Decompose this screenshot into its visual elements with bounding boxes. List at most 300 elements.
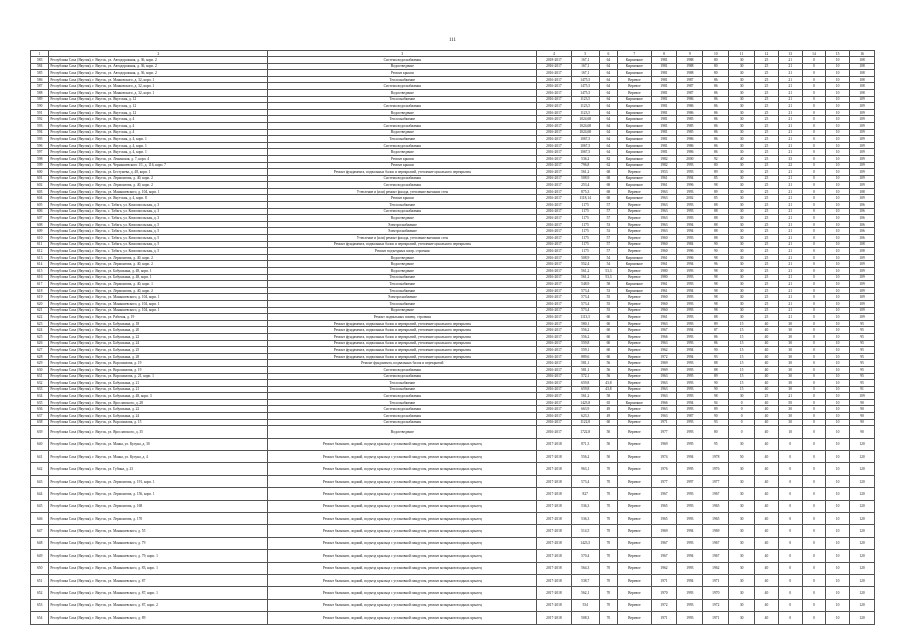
period-cell: 2016-2017 — [537, 268, 572, 275]
row-number-cell: 607 — [31, 215, 49, 222]
build-year-cell: 1963 — [651, 380, 677, 387]
address-cell: Республика Саха (Якутия), г. Якутск, ул. Манышевского, д. 87 — [49, 574, 268, 586]
build-year-cell: 1963 — [651, 202, 677, 209]
wall-material-cell: Веревое — [618, 340, 651, 347]
wear-cell: 62 — [599, 162, 617, 169]
wear-cell: 68 — [599, 188, 617, 195]
col-16-cell: 90 — [850, 419, 875, 426]
col-11-cell: 30 — [729, 525, 755, 537]
address-cell: Республика Саха (Якутия), г. Якутск, с. Табага, ул. Комсомольская, д. 5 — [49, 228, 268, 235]
col-12-cell: 25 — [755, 155, 779, 162]
col-16-cell: 109 — [850, 155, 875, 162]
col-13-cell: 21 — [778, 235, 802, 242]
address-cell: Республика Саха (Якутия), г. Якутск, ул. Манышевского, д. 87, корп. 2 — [49, 599, 268, 611]
work-type-cell: Ремонт фундамента, подвальных балок и перекрытий, утепление цокольного перекрытия — [268, 327, 537, 334]
table-row — [31, 438, 875, 450]
last-repair-year-cell: 1993 — [677, 537, 703, 549]
wall-material-cell: Веревое — [618, 268, 651, 275]
col-15-cell: 10 — [826, 587, 850, 599]
row-number-cell: 592 — [31, 116, 49, 123]
col-12-cell: 25 — [755, 208, 779, 215]
period-cell: 2016-2017 — [537, 202, 572, 209]
row-number-cell: 631 — [31, 373, 49, 380]
col-10-cell: 86 — [703, 103, 729, 110]
row-number-cell: 601 — [31, 175, 49, 182]
col-14-cell: 0 — [802, 475, 826, 487]
area-cell: 1475,5 — [571, 89, 599, 96]
table-row — [31, 399, 875, 406]
work-type-cell: Водоотведение — [268, 307, 537, 314]
col-12-cell: 25 — [755, 109, 779, 116]
col-10-cell: 93 — [703, 419, 729, 426]
build-year-cell: 1963 — [651, 221, 677, 228]
wear-cell: 64 — [599, 83, 617, 90]
col-15-cell: 10 — [826, 268, 850, 275]
wear-cell: 60 — [599, 340, 617, 347]
table-row — [31, 96, 875, 103]
wall-material-cell: Веревое — [618, 274, 651, 281]
wall-material-cell: Веревое — [618, 347, 651, 354]
period-cell: 2016-2017 — [537, 380, 572, 387]
col-10-cell: 86 — [703, 129, 729, 136]
col-10-cell: 88 — [703, 228, 729, 235]
col-11-cell: 0 — [729, 426, 755, 438]
col-10-cell: 86 — [703, 149, 729, 156]
col-12-cell: 40 — [755, 380, 779, 387]
work-type-cell: Система водоснабжения — [268, 142, 537, 149]
row-number-cell: 635 — [31, 399, 49, 406]
area-cell: 1024,68 — [571, 116, 599, 123]
row-number-cell: 620 — [31, 300, 49, 307]
row-number-cell: 654 — [31, 612, 49, 624]
wall-material-cell: Веревое — [618, 294, 651, 301]
col-14-cell: 0 — [802, 235, 826, 242]
col-11-cell: 30 — [729, 500, 755, 512]
build-year-cell: 1963 — [651, 208, 677, 215]
col-15-cell: 10 — [826, 149, 850, 156]
work-type-cell: Система водоснабжения — [268, 406, 537, 413]
wall-material-cell: Кирпичное — [618, 63, 651, 70]
col-15-cell: 10 — [826, 83, 850, 90]
table-row — [31, 550, 875, 562]
col-11-cell: 30 — [729, 103, 755, 110]
col-13-cell: 21 — [778, 393, 802, 400]
period-cell: 2016-2017 — [537, 182, 572, 189]
wear-cell: 64 — [599, 109, 617, 116]
col-10-cell: 98 — [703, 294, 729, 301]
last-repair-year-cell: 1993 — [677, 202, 703, 209]
address-cell: Республика Саха (Якутия), г. Якутск, ул. Бабушкина, д. 18 — [49, 320, 268, 327]
work-type-cell: Система водоснабжения — [268, 182, 537, 189]
build-year-cell: 1963 — [651, 215, 677, 222]
col-11-cell: 30 — [729, 89, 755, 96]
wall-material-cell: Кирпичное — [618, 122, 651, 129]
table-row — [31, 360, 875, 367]
col-12-cell: 40 — [755, 463, 779, 475]
wall-material-cell: Веревое — [618, 488, 651, 500]
col-16-cell: 109 — [850, 136, 875, 143]
last-repair-year-cell: 2000 — [677, 155, 703, 162]
area-cell: 875,3 — [571, 188, 599, 195]
col-12-cell: 40 — [755, 333, 779, 340]
col-12-cell: 25 — [755, 254, 779, 261]
wear-cell: 64 — [599, 57, 617, 64]
build-year-cell: 1963 — [651, 195, 677, 202]
area-cell: 623,3 — [571, 413, 599, 420]
col-13-cell: 0 — [778, 562, 802, 574]
col-16-cell: 109 — [850, 254, 875, 261]
table-row — [31, 89, 875, 96]
row-number-cell: 626 — [31, 340, 49, 347]
col-15-cell: 10 — [826, 327, 850, 334]
col-13-cell: 0 — [778, 574, 802, 586]
col-16-cell: 109 — [850, 274, 875, 281]
column-number-header: 1 — [31, 51, 49, 57]
col-14-cell: 0 — [802, 488, 826, 500]
col-10-cell: 1970 — [703, 587, 729, 599]
column-number-header: 4 — [537, 51, 572, 57]
area-cell: 1118,14 — [571, 195, 599, 202]
wall-material-cell: Веревое — [618, 228, 651, 235]
col-11-cell: 15 — [729, 360, 755, 367]
table-row — [31, 587, 875, 599]
col-12-cell: 25 — [755, 57, 779, 64]
col-15-cell: 10 — [826, 574, 850, 586]
build-year-cell: 1982 — [651, 162, 677, 169]
address-cell: Республика Саха (Якутия), г. Якутск, ул. Манышевского, д. 55 — [49, 525, 268, 537]
wear-cell: 60 — [599, 320, 617, 327]
col-14-cell: 0 — [802, 188, 826, 195]
wall-material-cell: Кирпичное — [618, 116, 651, 123]
col-12-cell: 25 — [755, 228, 779, 235]
col-15-cell: 10 — [826, 399, 850, 406]
period-cell: 2017-2018 — [537, 587, 572, 599]
address-cell: Республика Саха (Якутия), г. Якутск, с. Табага, ул. Комсомольская, д. 3 — [49, 202, 268, 209]
table-row — [31, 57, 875, 64]
wear-cell: 49 — [599, 406, 617, 413]
build-year-cell: 1974 — [651, 451, 677, 463]
area-cell: 564,3 — [571, 562, 599, 574]
col-14-cell: 0 — [802, 129, 826, 136]
last-repair-year-cell: 1993 — [677, 380, 703, 387]
col-15-cell: 10 — [826, 333, 850, 340]
col-16-cell: 95 — [850, 340, 875, 347]
wear-cell: 57 — [599, 248, 617, 255]
col-14-cell: 0 — [802, 116, 826, 123]
address-cell: Республика Саха (Якутия), г. Якутск, ул. Якутская, д. 4 — [49, 122, 268, 129]
table-row — [31, 294, 875, 301]
last-repair-year-cell: 1993 — [677, 188, 703, 195]
wear-cell: 70 — [599, 599, 617, 611]
period-cell: 2016-2017 — [537, 360, 572, 367]
work-type-cell: Ремонт подъездных шатр. строения — [268, 248, 537, 255]
col-13-cell: 21 — [778, 261, 802, 268]
col-16-cell: 108 — [850, 76, 875, 83]
wall-material-cell: Веревое — [618, 83, 651, 90]
col-12-cell: 25 — [755, 122, 779, 129]
area-cell: 554 — [571, 599, 599, 611]
col-15-cell: 10 — [826, 550, 850, 562]
col-16-cell: 109 — [850, 268, 875, 275]
col-14-cell: 0 — [802, 353, 826, 360]
col-14-cell: 0 — [802, 202, 826, 209]
wear-cell: 57 — [599, 202, 617, 209]
row-number-cell: 628 — [31, 353, 49, 360]
col-16-cell: 120 — [850, 612, 875, 624]
col-15-cell: 10 — [826, 254, 850, 261]
col-11-cell: 30 — [729, 612, 755, 624]
wear-cell: 68 — [599, 169, 617, 176]
col-15-cell: 10 — [826, 228, 850, 235]
col-12-cell: 25 — [755, 261, 779, 268]
col-16-cell: 108 — [850, 248, 875, 255]
col-10-cell: 86 — [703, 333, 729, 340]
last-repair-year-cell: 1993 — [677, 512, 703, 524]
area-cell: 1122,8 — [571, 419, 599, 426]
column-number-header: 13 — [778, 51, 802, 57]
last-repair-year-cell: 1987 — [677, 89, 703, 96]
last-repair-year-cell: 1985 — [677, 129, 703, 136]
col-12-cell: 40 — [755, 347, 779, 354]
col-10-cell: 89 — [703, 188, 729, 195]
build-year-cell: 1981 — [651, 109, 677, 116]
col-10-cell: 94 — [703, 399, 729, 406]
period-cell: 2017-2018 — [537, 438, 572, 450]
wear-cell: 49 — [599, 413, 617, 420]
col-11-cell: 0 — [729, 406, 755, 413]
col-14-cell: 0 — [802, 550, 826, 562]
wall-material-cell: Веревое — [618, 248, 651, 255]
last-repair-year-cell: 1988 — [677, 63, 703, 70]
col-10-cell: 1977 — [703, 475, 729, 487]
col-15-cell: 10 — [826, 360, 850, 367]
last-repair-year-cell: 2002 — [677, 195, 703, 202]
col-12-cell: 40 — [755, 599, 779, 611]
col-15-cell: 10 — [826, 281, 850, 288]
housing-repair-table — [30, 50, 875, 625]
table-row — [31, 188, 875, 195]
last-repair-year-cell: 1988 — [677, 70, 703, 77]
wear-cell: 57 — [599, 215, 617, 222]
col-12-cell: 40 — [755, 386, 779, 393]
area-cell: 1024,68 — [571, 122, 599, 129]
wall-material-cell: Кирпичное — [618, 136, 651, 143]
address-cell: Республика Саха (Якутия), г. Якутск, с. Табага, ул. Комсомольская, д. 5 — [49, 221, 268, 228]
address-cell: Республика Саха (Якутия), г. Якутск, ул. Бабушкина, д. 21 — [49, 386, 268, 393]
col-11-cell: 30 — [729, 228, 755, 235]
period-cell: 2016-2017 — [537, 215, 572, 222]
period-cell: 2017-2018 — [537, 463, 572, 475]
work-type-cell: Теплоснабжение — [268, 300, 537, 307]
col-12-cell: 25 — [755, 149, 779, 156]
work-type-cell: Ремонт крыши — [268, 155, 537, 162]
col-16-cell: 106 — [850, 215, 875, 222]
col-12-cell: 40 — [755, 475, 779, 487]
wall-material-cell: Веревое — [618, 169, 651, 176]
build-year-cell: 1963 — [651, 406, 677, 413]
col-15-cell: 10 — [826, 129, 850, 136]
work-type-cell: Система водоснабжения — [268, 122, 537, 129]
build-year-cell: 1967 — [651, 327, 677, 334]
work-type-cell: Ремонт балконов, лоджий, подъезд крыльца с установкой пандусом, ремонт козырьков входных крылец — [268, 488, 537, 500]
area-cell: 559,1 — [571, 347, 599, 354]
col-11-cell: 15 — [729, 347, 755, 354]
address-cell: Республика Саха (Якутия), г. Якутск, ул. Якутская, д. 4 — [49, 116, 268, 123]
col-14-cell: 0 — [802, 300, 826, 307]
col-13-cell: 10 — [778, 426, 802, 438]
col-16-cell: 108 — [850, 188, 875, 195]
work-type-cell: Система водоснабжения — [268, 175, 537, 182]
col-12-cell: 40 — [755, 500, 779, 512]
col-10-cell: 87 — [703, 327, 729, 334]
address-cell: Республика Саха (Якутия), г. Якутск, ул. Манышевского, д. 89 — [49, 612, 268, 624]
col-14-cell: 0 — [802, 320, 826, 327]
address-cell: Республика Саха (Якутия), г. Якутск, ул. Лермонтова, д. 40, корп. 1 — [49, 281, 268, 288]
col-15-cell: 10 — [826, 169, 850, 176]
period-cell: 2017-2018 — [537, 562, 572, 574]
col-16-cell: 108 — [850, 241, 875, 248]
col-13-cell: 21 — [778, 83, 802, 90]
col-12-cell: 25 — [755, 221, 779, 228]
col-16-cell: 109 — [850, 314, 875, 321]
area-cell: 1067,5 — [571, 142, 599, 149]
work-type-cell: Ремонт фундамента, подвальных балок и перекрытий — [268, 360, 537, 367]
address-cell: Республика Саха (Якутия), г. Якутск, ул. Маяковского, д. 32, корп. 1 — [49, 83, 268, 90]
row-number-cell: 646 — [31, 512, 49, 524]
col-10-cell: 1967 — [703, 550, 729, 562]
col-13-cell: 30 — [778, 373, 802, 380]
col-11-cell: 30 — [729, 76, 755, 83]
area-cell: 1722,8 — [571, 426, 599, 438]
wall-material-cell: Веревое — [618, 574, 651, 586]
last-repair-year-cell: 1993 — [677, 612, 703, 624]
period-cell: 2016-2017 — [537, 353, 572, 360]
table-row — [31, 215, 875, 222]
address-cell: Республика Саха (Якутия), г. Якутск, ул. Манышевского, д. 79 — [49, 537, 268, 549]
build-year-cell: 1981 — [651, 116, 677, 123]
build-year-cell: 1963 — [651, 373, 677, 380]
build-year-cell: 1965 — [651, 500, 677, 512]
col-16-cell: 108 — [850, 83, 875, 90]
col-14-cell: 0 — [802, 169, 826, 176]
col-12-cell: 40 — [755, 366, 779, 373]
col-16-cell: 109 — [850, 281, 875, 288]
table-row — [31, 320, 875, 327]
col-10-cell: 1971 — [703, 612, 729, 624]
col-16-cell: 109 — [850, 96, 875, 103]
wall-material-cell: Веревое — [618, 419, 651, 426]
area-cell: 963,1 — [571, 463, 599, 475]
col-15-cell: 10 — [826, 89, 850, 96]
area-cell: 573,4 — [571, 294, 599, 301]
col-13-cell: 21 — [778, 248, 802, 255]
col-14-cell: 0 — [802, 195, 826, 202]
row-number-cell: 609 — [31, 228, 49, 235]
wall-material-cell: Веревое — [618, 463, 651, 475]
work-type-cell: Система водоснабжения — [268, 373, 537, 380]
address-cell: Республика Саха (Якутия), г. Якутск, ул. Бабушкина, д. 22 — [49, 333, 268, 340]
col-15-cell: 10 — [826, 340, 850, 347]
col-10-cell: 1969 — [703, 525, 729, 537]
col-10-cell: 98 — [703, 254, 729, 261]
period-cell: 2016-2017 — [537, 347, 572, 354]
col-10-cell: 86 — [703, 136, 729, 143]
col-13-cell: 0 — [778, 612, 802, 624]
col-11-cell: 15 — [729, 386, 755, 393]
last-repair-year-cell: 1993 — [677, 500, 703, 512]
last-repair-year-cell: 1996 — [677, 254, 703, 261]
col-11-cell: 30 — [729, 463, 755, 475]
last-repair-year-cell: 1994 — [677, 287, 703, 294]
col-13-cell: 21 — [778, 116, 802, 123]
col-16-cell: 109 — [850, 122, 875, 129]
col-12-cell: 25 — [755, 314, 779, 321]
period-cell: 2016-2017 — [537, 314, 572, 321]
work-type-cell: Теплоснабжение — [268, 274, 537, 281]
col-11-cell: 30 — [729, 142, 755, 149]
col-16-cell: 109 — [850, 109, 875, 116]
period-cell: 2016-2017 — [537, 254, 572, 261]
col-15-cell: 10 — [826, 195, 850, 202]
col-11-cell: 15 — [729, 373, 755, 380]
last-repair-year-cell: 1994 — [677, 228, 703, 235]
area-cell: 659,8 — [571, 380, 599, 387]
col-12-cell: 40 — [755, 373, 779, 380]
col-10-cell: 88 — [703, 314, 729, 321]
col-10-cell: 90 — [703, 347, 729, 354]
last-repair-year-cell: 1993 — [677, 587, 703, 599]
col-14-cell: 0 — [802, 512, 826, 524]
column-number-header: 7 — [618, 51, 651, 57]
table-row — [31, 300, 875, 307]
wall-material-cell: Веревое — [618, 353, 651, 360]
address-cell: Республика Саха (Якутия), г. Якутск, ул. Ворошилова, д. 15 — [49, 419, 268, 426]
wear-cell: 53,3 — [599, 274, 617, 281]
col-12-cell: 40 — [755, 340, 779, 347]
wall-material-cell: Веревое — [618, 500, 651, 512]
period-cell: 2016-2017 — [537, 228, 572, 235]
col-11-cell: 30 — [729, 122, 755, 129]
last-repair-year-cell: 1994 — [677, 261, 703, 268]
last-repair-year-cell: 1986 — [677, 96, 703, 103]
col-14-cell: 0 — [802, 228, 826, 235]
col-11-cell: 30 — [729, 438, 755, 450]
build-year-cell: 1962 — [651, 562, 677, 574]
col-12-cell: 25 — [755, 241, 779, 248]
col-13-cell: 21 — [778, 136, 802, 143]
col-15-cell: 10 — [826, 103, 850, 110]
col-13-cell: 21 — [778, 149, 802, 156]
col-11-cell: 15 — [729, 353, 755, 360]
address-cell: Республика Саха (Якутия), г. Якутск, ул. Ленинская, д. 7, корп. 4 — [49, 155, 268, 162]
area-cell: 508,3 — [571, 612, 599, 624]
col-15-cell: 10 — [826, 419, 850, 426]
col-16-cell: 95 — [850, 373, 875, 380]
area-cell: 1123,5 — [571, 109, 599, 116]
wear-cell: 70 — [599, 475, 617, 487]
table-row — [31, 333, 875, 340]
build-year-cell: 1965 — [651, 512, 677, 524]
col-11-cell: 30 — [729, 202, 755, 209]
wall-material-cell: Веревое — [618, 241, 651, 248]
column-number-header: 14 — [802, 51, 826, 57]
col-14-cell: 0 — [802, 287, 826, 294]
col-12-cell: 25 — [755, 307, 779, 314]
address-cell: Республика Саха (Якутия), г. Якутск, ул. Лермонтова, д. 168 — [49, 500, 268, 512]
col-14-cell: 0 — [802, 574, 826, 586]
period-cell: 2017-2018 — [537, 612, 572, 624]
period-cell: 2017-2018 — [537, 574, 572, 586]
